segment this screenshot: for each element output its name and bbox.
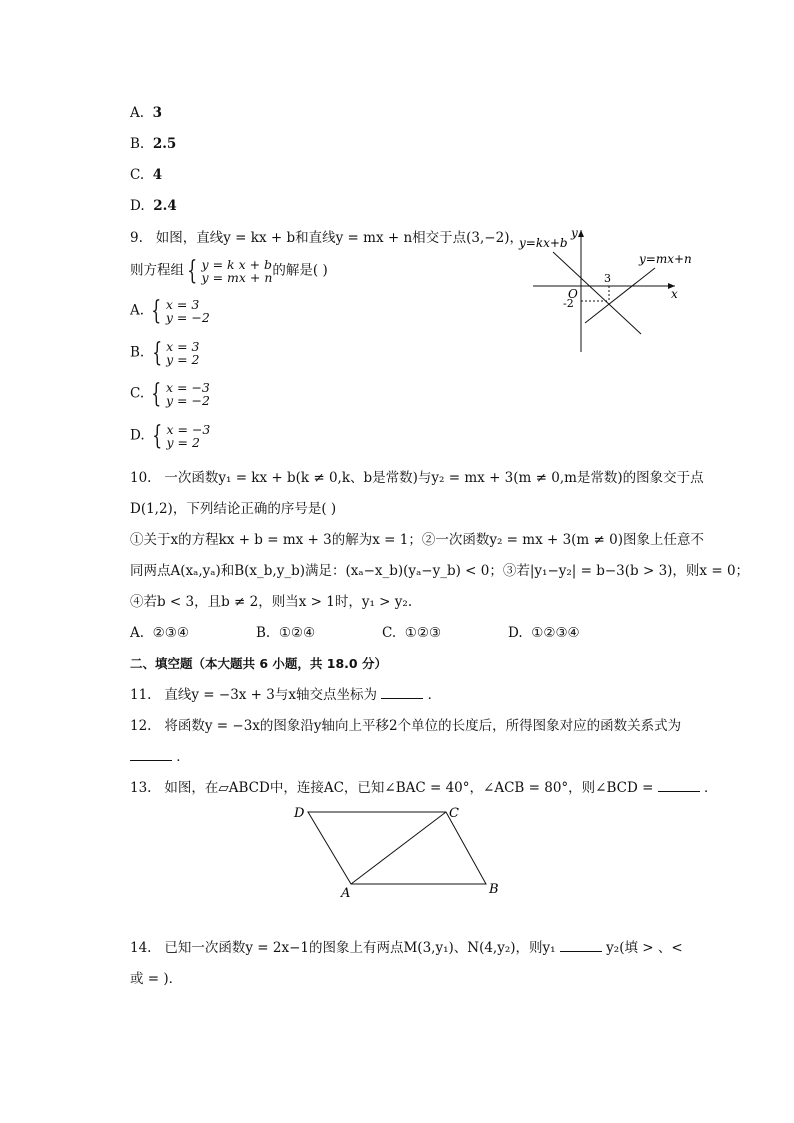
q8-option-c: C. 4 [130,167,163,183]
q9-option-c: C. { x = −3 y = −2 [130,379,210,409]
q12-number: 12. [130,718,152,734]
vertex-b: B [489,882,499,897]
vertex-c: C [449,806,459,821]
section-title: 二、填空题（本大题共 6 小题，共 18.0 分） [130,656,387,671]
q11-stem: 11. 直线y = −3x + 3与x轴交点坐标为 ． [130,687,442,703]
q9-prefix: 则方程组 [130,262,184,279]
q9-stem-line1 [130,229,523,247]
q13-answer-blank[interactable] [658,779,700,792]
vertex-a: A [341,886,351,901]
diagonal-ac [351,812,446,884]
label-mx-n: y=mx+n [639,252,692,266]
q9-option-d: D. { x = −3 y = 2 [130,421,211,451]
q8-option-d: D. 2.4 [130,198,177,214]
q10-stem-line5: ④若b < 3，且b ≠ 2，则当x > 1时，y₁ > y₂. [130,594,413,610]
label-tick-3: 3 [604,272,611,285]
q9-stem-text: 如图，直线y = kx + b和直线y = mx + n相交于点(3,−2)， [155,230,523,246]
label-x: x [671,287,678,301]
q10-stem-line3: ①关于x的方程kx + b = mx + 3的解为x = 1；②一次函数y₂ = mx + 3(m ≠ 0)图象上任意不 [130,532,704,548]
q12-stem: 12. 将函数y = −3x的图象沿y轴向上平移2个单位的长度后，所得图象对应的函数关系式为 [130,718,682,734]
q10-stem-line2: D(1,2)，下列结论正确的序号是( ) [130,501,337,517]
q10-stem-line1 [130,469,704,487]
vertex-d: D [294,806,305,821]
q12-answer-line: ． [130,748,190,766]
q10-options [130,624,634,642]
q9-stem-line2 [130,258,328,284]
q9-graph-figure [515,224,695,356]
q13-number: 13. [130,780,152,796]
q11-number: 11. [130,687,152,703]
q8-option-b: B. 2.5 [130,136,177,152]
q14-stem-line2: 或 = )． [130,971,183,987]
q11-answer-blank[interactable] [381,686,423,699]
q9-suffix: 的解是( ) [272,262,328,279]
label-origin: O [568,287,578,301]
q10-number: 10. [130,470,152,486]
q10-stem-line4: 同两点A(xₐ,yₐ)和B(x_b,y_b)满足：(xₐ−x_b)(yₐ−y_b) < 0；③若|y₁−y₂| = b−3(b > 3)，则x = 0； [130,563,750,579]
label-kx-b: y=kx+b [519,236,568,250]
label-tick-minus2: -2 [563,297,574,310]
q10-option-b: B. ①②④ [256,625,316,641]
q14-stem: 14. 已知一次函数y = 2x−1的图象上有两点M(3,y₁)、N(4,y₂)，则y₁ y₂(填 > 、< [130,940,683,956]
line-kx-plus-b [553,252,641,334]
q9-option-a: A. { x = 3 y = −2 [130,296,210,326]
q10-option-c: C. ①②③ [382,625,442,641]
q10-text-1: 一次函数y₁ = kx + b(k ≠ 0,k、b是常数)与y₂ = mx + 3(m ≠ 0,m是常数)的图象交于点 [164,470,704,486]
q8-option-a: A. 3 [130,105,163,121]
q10-option-d: D. ①②③④ [508,625,580,641]
q12-answer-blank[interactable] [130,748,172,761]
q13-stem: 13. 如图，在▱ABCD中，连接AC，已知∠BAC = 40°，∠ACB = 80°，则∠BCD = ． [130,780,718,796]
q9-option-b: B. { x = 3 y = 2 [130,338,200,368]
label-y: y [571,226,578,240]
q14-number: 14. [130,940,152,956]
q9-system: { y = k x + b y = mx + n [187,256,273,286]
q10-option-a: A. ②③④ [130,625,189,641]
parallelogram-abcd [308,812,486,884]
q9-number: 9. [130,230,143,246]
y-axis-arrow [578,230,584,237]
q14-answer-blank[interactable] [560,939,602,952]
q13-parallelogram-figure [288,802,508,902]
